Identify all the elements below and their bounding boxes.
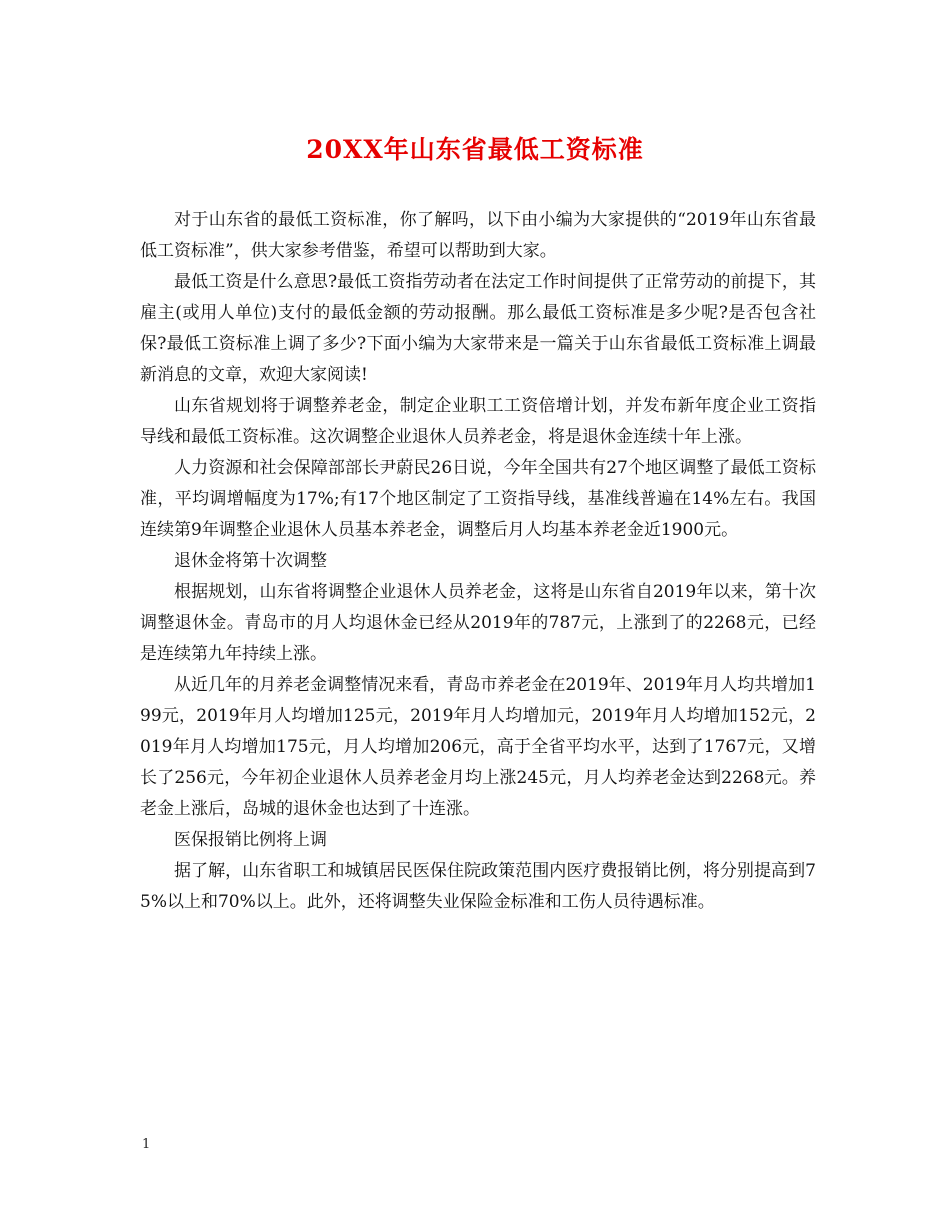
paragraph-definition: 最低工资是什么意思?最低工资指劳动者在法定工作时间提供了正常劳动的前提下，其雇主(或用人单位)支付的最低金额的劳动报酬。那么最低工资标准是多少呢?是否包含社保?最低工资标准上调了多少?下面小编为大家带来是一篇关于山东省最低工资标准上调最新消息的文章，欢迎大家阅读! bbox=[140, 272, 816, 385]
document-body bbox=[140, 205, 816, 918]
paragraph-pension-history: 从近几年的月养老金调整情况来看，青岛市养老金在2019年、2019年月人均共增加199元，2019年月人均增加125元，2019年月人均增加元，2019年月人均增加152元，2019年月人均增加175元，月人均增加206元，高于全省平均水平，达到了1767元，又增长了256元，今年初企业退休人员养老金月均上涨245元，月人均养老金达到2268元。养老金上涨后，岛城的退休金也达到了十连涨。 bbox=[140, 675, 816, 819]
page-number: 1 bbox=[142, 1137, 151, 1152]
paragraph-national-statistics: 人力资源和社会保障部部长尹蔚民26日说，今年全国共有27个地区调整了最低工资标准，平均调增幅度为17%;有17个地区制定了工资指导线，基准线普遍在14%左右。我国连续第9年调整企业退休人员基本养老金，调整后月人均基本养老金近1900元。 bbox=[140, 458, 816, 540]
paragraph-intro: 对于山东省的最低工资标准，你了解吗，以下由小编为大家提供的“2019年山东省最低工资标准”，供大家参考借鉴，希望可以帮助到大家。 bbox=[140, 210, 816, 261]
section-heading-medical: 医保报销比例将上调 bbox=[174, 830, 327, 850]
section-heading-pension: 退休金将第十次调整 bbox=[174, 551, 327, 571]
paragraph-planning: 山东省规划将于调整养老金，制定企业职工工资倍增计划，并发布新年度企业工资指导线和最低工资标准。这次调整企业退休人员养老金，将是退休金连续十年上涨。 bbox=[140, 396, 816, 447]
document-title: 20XX年山东省最低工资标准 bbox=[306, 135, 644, 164]
paragraph-pension-adjustment: 根据规划，山东省将调整企业退休人员养老金，这将是山东省自2019年以来，第十次调整退休金。青岛市的月人均退休金已经从2019年的787元，上涨到了的2268元，已经是连续第九年持续上涨。 bbox=[140, 582, 816, 664]
paragraph-medical-insurance: 据了解，山东省职工和城镇居民医保住院政策范围内医疗费报销比例，将分别提高到75%以上和70%以上。此外，还将调整失业保险金标准和工伤人员待遇标准。 bbox=[140, 861, 816, 912]
